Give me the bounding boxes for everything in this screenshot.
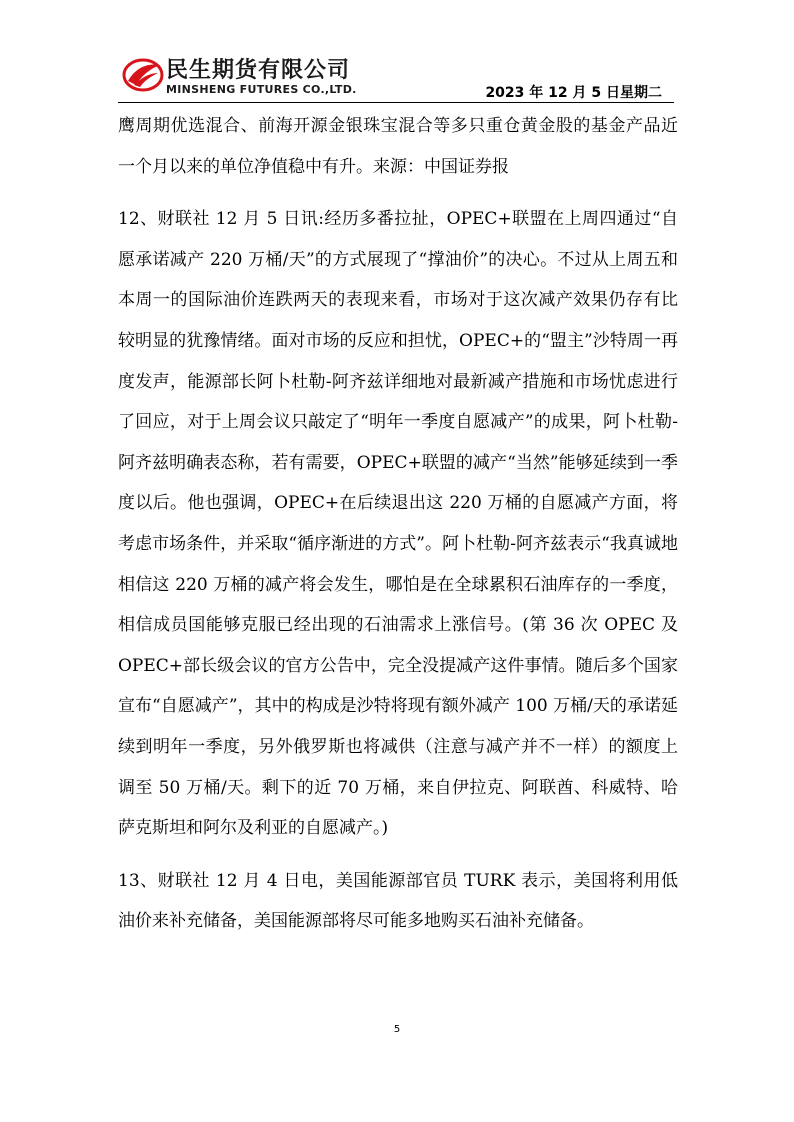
paragraph-continuation: 鹰周期优选混合、前海开源金银珠宝混合等多只重仓黄金股的基金产品近一个月以来的单位净值稳中有升。来源：中国证券报 — [118, 116, 678, 177]
header-divider — [118, 102, 674, 103]
report-date: 2023 年 12 月 5 日星期二 — [485, 85, 662, 101]
minsheng-logo-icon — [122, 57, 164, 93]
paragraph-item-12: 12、财联社 12 月 5 日讯:经历多番拉扯，OPEC+联盟在上周四通过“自愿承诺减产 220 万桶/天”的方式展现了“撑油价”的决心。不过从上周五和本周一的国际油价连跌两天的表现来看，市场对于这次减产效果仍存有比较明显的犹豫情绪。面对市场的反应和担忧，OPEC+的“盟主”沙特周一再度发声，能源部长阿卜杜勒-阿齐兹详细地对最新减产措施和市场忧虑进行了回应，对于上周会议只敲定了“明年一季度自愿减产”的成果，阿卜杜勒-阿齐兹明确表态称，若有需要，OPEC+联盟的减产“当然”能够延续到一季度以后。他也强调，OPEC+在后续退出这 220 万桶的自愿减产方面，将考虑市场条件，并采取“循序渐进的方式”。阿卜杜勒-阿齐兹表示“我真诚地相信这 220 万桶的减产将会发生，哪怕是在全球累积石油库存的一季度，相信成员国能够克服已经出现的石油需求上涨信号。(第 36 次 OPEC 及 OPEC+部长级会议的官方公告中，完全没提减产这件事情。随后多个国家宣布“自愿减产”，其中的构成是沙特将现有额外减产 100 万桶/天的承诺延续到明年一季度，另外俄罗斯也将减供（注意与减产并不一样）的额度上调至 50 万桶/天。剩下的近 70 万桶，来自伊拉克、阿联酋、科威特、哈萨克斯坦和阿尔及利亚的自愿减产。) — [118, 209, 678, 839]
page-number: 5 — [393, 1024, 401, 1035]
company-name-en: MINSHENG FUTURES CO.,LTD. — [166, 83, 357, 96]
document-body — [118, 106, 678, 954]
page-header — [0, 0, 794, 110]
company-logo — [122, 53, 362, 101]
company-name-cn: 民生期货有限公司 — [166, 58, 351, 83]
paragraph-item-13: 13、财联社 12 月 4 日电，美国能源部官员 TURK 表示，美国将利用低油价来补充储备，美国能源部将尽可能多地购买石油补充储备。 — [118, 870, 678, 932]
